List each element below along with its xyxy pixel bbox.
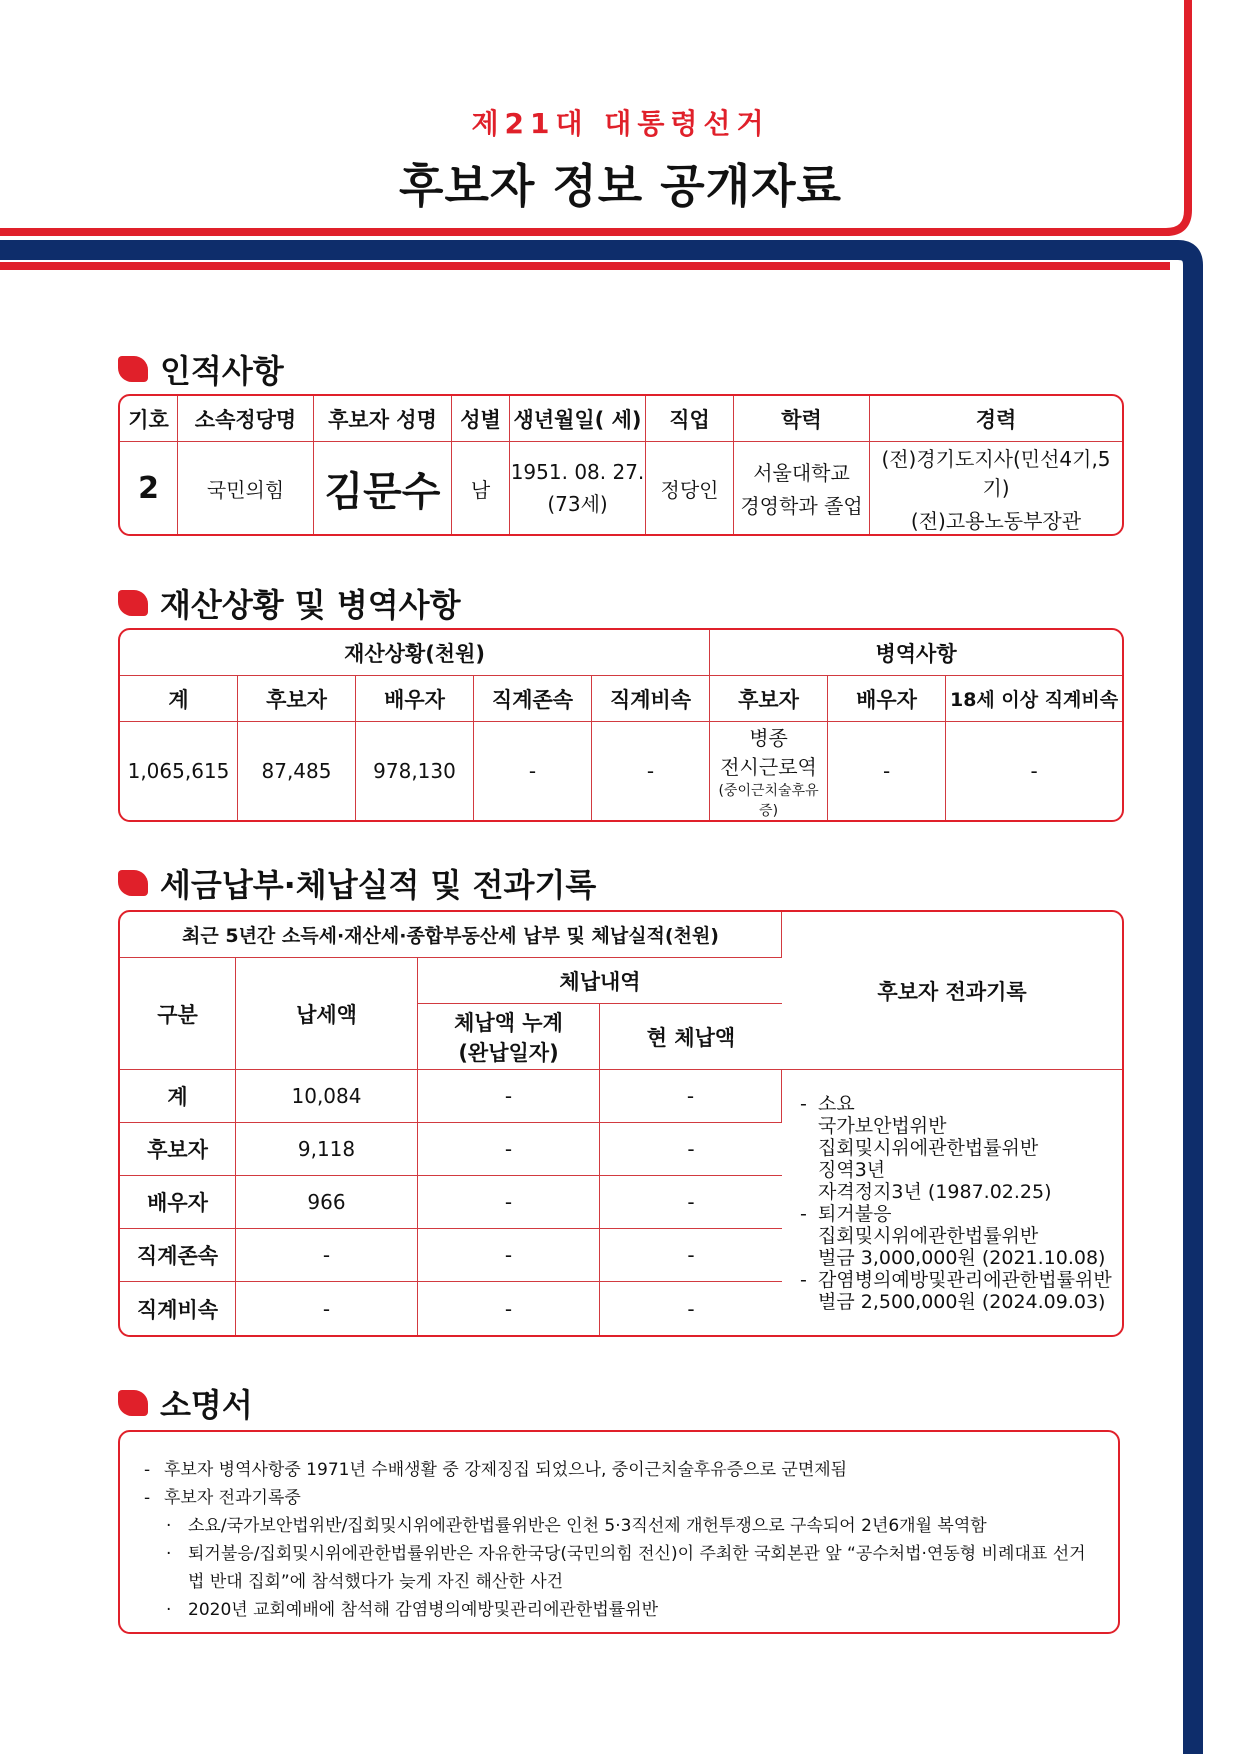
asset-ascendant: - <box>474 722 592 820</box>
paid-value: - <box>236 1282 418 1335</box>
candidate-number: 2 <box>120 442 178 534</box>
row-label: 배우자 <box>120 1176 236 1229</box>
section-assets-heading <box>118 580 461 626</box>
col-name: 후보자 성명 <box>314 396 452 442</box>
assets-table <box>118 628 1124 822</box>
section-marker-icon <box>118 870 148 896</box>
asset-total: 1,065,615 <box>120 722 238 820</box>
col-military-spouse: 배우자 <box>828 676 946 722</box>
candidate-gender: 남 <box>452 442 510 534</box>
row-label: 계 <box>120 1070 236 1123</box>
arrears-total-value: - <box>418 1282 600 1335</box>
paid-value: 966 <box>236 1176 418 1229</box>
col-number: 기호 <box>120 396 178 442</box>
table-row <box>120 722 1122 820</box>
assets-group-header: 재산상황(천원) <box>120 630 710 676</box>
col-military-candidate: 후보자 <box>710 676 828 722</box>
list-item: · 소요/국가보안법위반/집회및시위에관한법률위반은 인천 5·3직선제 개헌투쟁으로 구속되어 2년6개월 복역함 <box>166 1516 987 1536</box>
arrears-current-value: - <box>600 1176 782 1229</box>
arrears-current-value: - <box>687 1296 695 1321</box>
candidate-job: 정당인 <box>646 442 734 534</box>
arrears-total-value: - <box>418 1070 600 1123</box>
arrears-total-value: - <box>418 1176 600 1229</box>
section-marker-icon <box>118 356 148 382</box>
military-child: - <box>1030 759 1038 783</box>
col-education: 학력 <box>734 396 870 442</box>
section-personal-heading <box>118 346 284 392</box>
table-row <box>120 1070 1122 1123</box>
section-statement-heading <box>118 1380 253 1426</box>
row-label: 직계비속 <box>120 1282 236 1335</box>
asset-spouse: 978,130 <box>356 722 474 820</box>
statement-box <box>118 1430 1120 1634</box>
arrears-current-value: - <box>600 1123 782 1176</box>
table-row <box>120 442 1122 534</box>
col-party: 소속정당명 <box>178 396 314 442</box>
col-job: 직업 <box>646 396 734 442</box>
candidate-education: 서울대학교 경영학과 졸업 <box>734 442 870 534</box>
section-tax-heading <box>118 860 596 906</box>
military-spouse: - <box>828 722 946 820</box>
col-arrears: 체납내역 <box>418 958 782 1004</box>
row-label: 직계존속 <box>120 1229 236 1282</box>
asset-descendant: - <box>592 722 710 820</box>
list-item: - 후보자 병역사항중 1971년 수배생활 중 강제징집 되었으나, 중이근치술후유증으로 군면제됨 <box>144 1460 848 1480</box>
arrears-current-value: - <box>600 1229 782 1282</box>
asset-candidate: 87,485 <box>238 722 356 820</box>
section-marker-icon <box>118 1390 148 1416</box>
section-title: 인적사항 <box>160 352 284 390</box>
col-candidate: 후보자 <box>238 676 356 722</box>
section-title: 소명서 <box>160 1386 253 1424</box>
arrears-total-value: - <box>418 1229 600 1282</box>
row-label: 후보자 <box>120 1123 236 1176</box>
col-career: 경력 <box>870 396 1122 442</box>
col-arrears-current: 현 체납액 <box>600 1004 782 1070</box>
candidate-name: 김문수 <box>314 442 452 534</box>
criminal-records: - 소요 국가보안법위반 집회및시위에관한법률위반 징역3년 자격정지3년 (1987.02.25) - 퇴거불응 집회및시위에관한법률위반 벌금 3,000,000원 (2021.10.08) - 감염병의예방및관리에관한법률위반 벌금 2,500,000원 (2024.09.03) <box>800 1092 1112 1313</box>
section-title: 세금납부·체납실적 및 전과기록 <box>160 866 597 904</box>
col-spouse: 배우자 <box>356 676 474 722</box>
military-group-header: 병역사항 <box>710 630 1122 676</box>
list-item: · 퇴거불응/집회및시위에관한법률위반은 자유한국당(국민의힘 전신)이 주최한 국회본관 앞 “공수처법·연동형 비례대표 선거법 반대 집회”에 참석했다가 늦게 자진 해산한 사건 <box>166 1544 1086 1592</box>
paid-value: 10,084 <box>236 1070 418 1123</box>
col-gender: 성별 <box>452 396 510 442</box>
arrears-current-value: - <box>600 1070 782 1123</box>
col-arrears-total: 체납액 누계 (완납일자) <box>418 1004 600 1070</box>
tax-table <box>118 910 1124 1337</box>
list-item: - 후보자 전과기록중 <box>144 1488 301 1508</box>
paid-value: - <box>236 1229 418 1282</box>
candidate-career: (전)경기도지사(민선4기,5기) (전)고용노동부장관 <box>881 446 1111 533</box>
candidate-party: 국민의힘 <box>178 442 314 534</box>
col-military-child: 18세 이상 직계비속 <box>946 676 1122 722</box>
col-descendant: 직계비속 <box>592 676 710 722</box>
arrears-total-value: - <box>418 1123 600 1176</box>
list-item: · 2020년 교회예배에 참석해 감염병의예방및관리에관한법률위반 <box>166 1600 659 1620</box>
col-total: 계 <box>120 676 238 722</box>
col-ascendant: 직계존속 <box>474 676 592 722</box>
page-title: 후보자 정보 공개자료 <box>399 159 842 213</box>
candidate-birth: 1951. 08. 27. (73세) <box>510 442 646 534</box>
election-subtitle: 제21대 대통령선거 <box>471 107 770 140</box>
section-marker-icon <box>118 590 148 616</box>
paid-value: 9,118 <box>236 1123 418 1176</box>
military-candidate: 병종 전시근로역 (중이근치술후유증) <box>710 722 828 820</box>
tax-group-header: 최근 5년간 소득세·재산세·종합부동산세 납부 및 체납실적(천원) <box>120 912 782 958</box>
col-category: 구분 <box>120 958 236 1070</box>
personal-table <box>118 394 1124 536</box>
col-paid: 납세액 <box>236 958 418 1070</box>
col-birth: 생년월일( 세) <box>510 396 646 442</box>
section-title: 재산상황 및 병역사항 <box>160 586 461 624</box>
criminal-header: 후보자 전과기록 <box>782 912 1122 1070</box>
